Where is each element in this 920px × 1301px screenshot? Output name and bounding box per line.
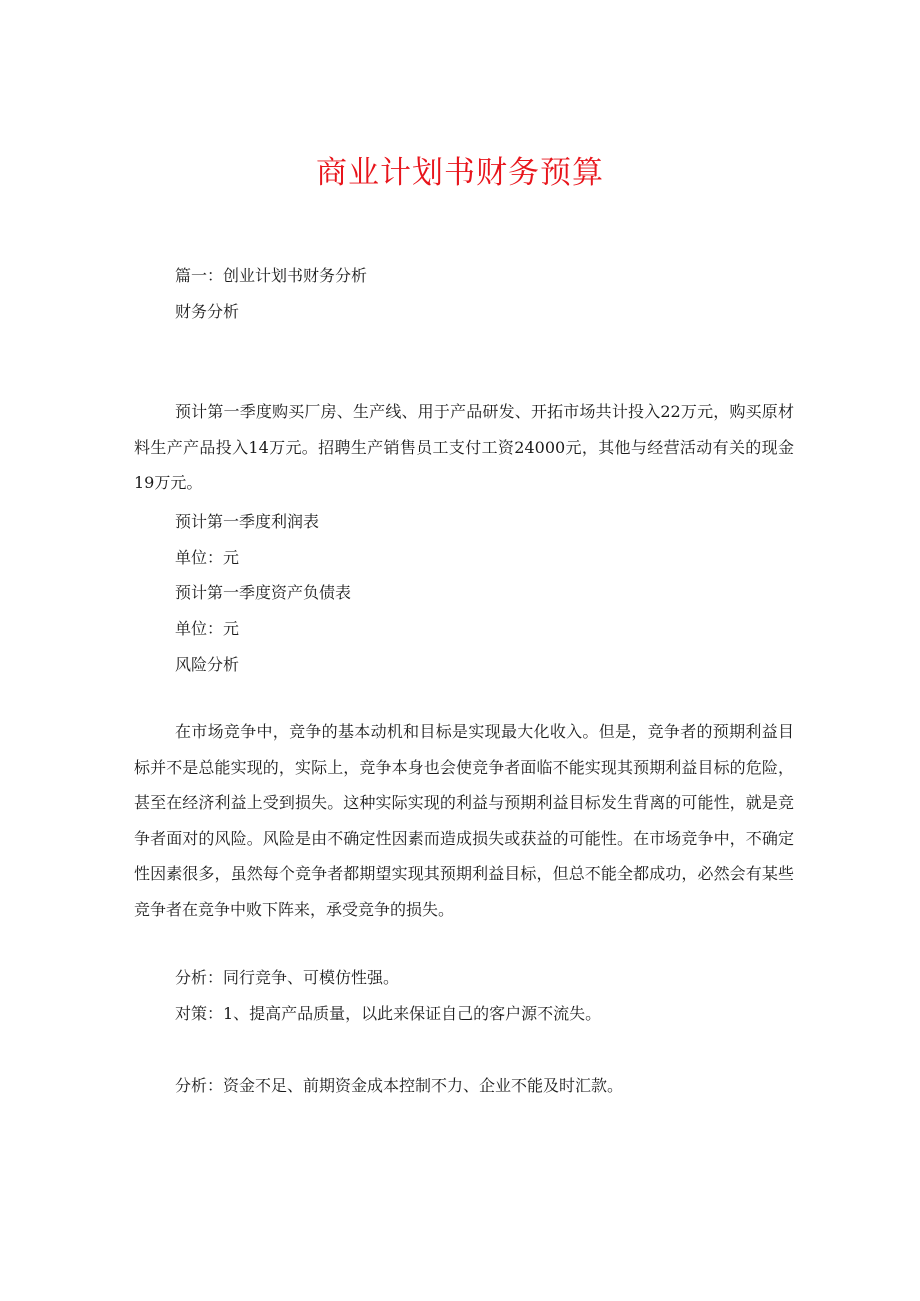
unit-label-2: 单位：元 bbox=[175, 619, 240, 638]
profit-table-title: 预计第一季度利润表 bbox=[175, 512, 320, 531]
analysis-2: 分析：资金不足、前期资金成本控制不力、企业不能及时汇款。 bbox=[175, 1076, 624, 1095]
strategy-1: 对策：1、提高产品质量，以此来保证自己的客户源不流失。 bbox=[175, 1004, 602, 1023]
paragraph-risk: 在市场竞争中，竞争的基本动机和目标是实现最大化收入。但是，竞争者的预期利益目标并不是总能实现的，实际上，竞争本身也会使竞争者面临不能实现其预期利益目标的危险，甚至在经济利益上受到损失。这种实际实现的利益与预期利益目标发生背离的可能性，就是竞争者面对的风险。风险是由不确定性因素而造成损失或获益的可能性。在市场竞争中，不确定性因素很多，虽然每个竞争者都期望实现其预期利益目标，但总不能全都成功，必然会有某些竞争者在竞争中败下阵来，承受竞争的损失。 bbox=[134, 722, 794, 919]
subheading-finance: 财务分析 bbox=[175, 302, 240, 321]
document-title: 商业计划书财务预算 bbox=[316, 155, 604, 191]
analysis-1: 分析：同行竞争、可模仿性强。 bbox=[175, 968, 400, 987]
unit-label-1: 单位：元 bbox=[175, 548, 240, 567]
paragraph-investment: 预计第一季度购买厂房、生产线、用于产品研发、开拓市场共计投入22万元，购买原材料生产产品投入14万元。招聘生产销售员工支付工资24000元，其他与经营活动有关的现金19万元。 bbox=[134, 402, 794, 492]
balance-sheet-title: 预计第一季度资产负债表 bbox=[175, 583, 352, 602]
section-heading: 篇一：创业计划书财务分析 bbox=[175, 266, 368, 285]
subheading-risk: 风险分析 bbox=[175, 655, 240, 674]
